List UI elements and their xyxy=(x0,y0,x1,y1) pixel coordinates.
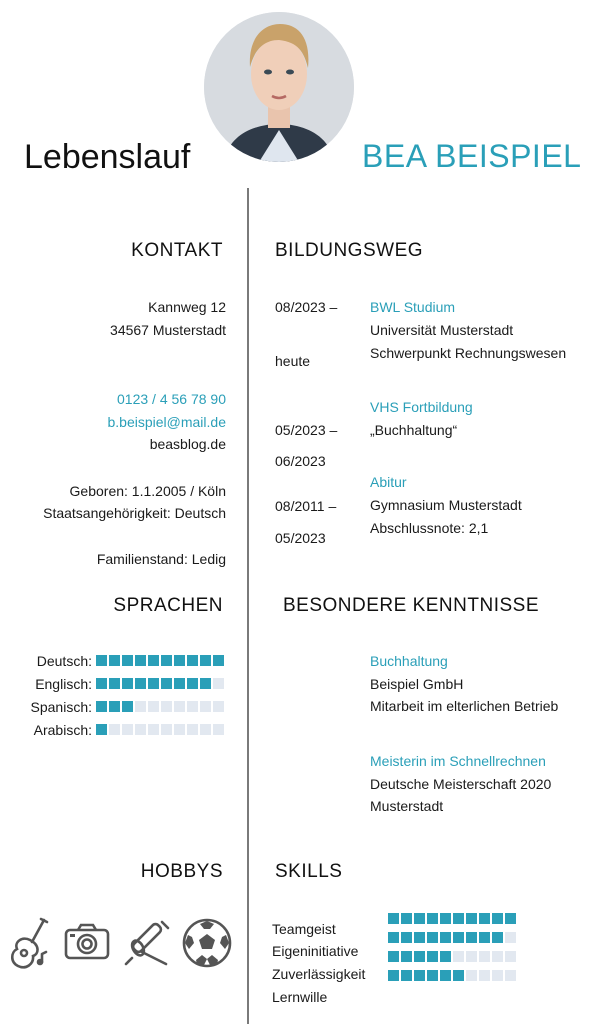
level-segment-filled xyxy=(213,655,224,666)
level-segment-empty xyxy=(466,970,477,981)
level-segment-filled xyxy=(388,932,399,943)
level-segment-filled xyxy=(388,913,399,924)
level-segment-empty xyxy=(187,724,198,735)
knowledge-title: Meisterin im Schnellrechnen xyxy=(370,753,546,769)
level-segment-filled xyxy=(109,655,120,666)
level-segment-empty xyxy=(505,932,516,943)
education-title: VHS Fortbildung xyxy=(370,399,473,415)
level-segment-empty xyxy=(187,701,198,712)
level-segment-empty xyxy=(135,701,146,712)
level-segment-empty xyxy=(174,701,185,712)
level-segment-filled xyxy=(401,932,412,943)
skill-level-bar xyxy=(388,932,516,943)
level-segment-filled xyxy=(200,655,211,666)
camera-icon xyxy=(64,922,110,967)
level-segment-filled xyxy=(96,701,107,712)
level-segment-empty xyxy=(109,724,120,735)
skill-level-bar xyxy=(388,970,516,981)
level-segment-filled xyxy=(96,678,107,689)
profile-photo xyxy=(204,12,354,162)
sprachen-heading: SPRACHEN xyxy=(113,595,223,616)
skills-heading: SKILLS xyxy=(275,861,343,882)
level-segment-empty xyxy=(161,724,172,735)
contact-street: Kannweg 12 xyxy=(148,299,226,315)
contact-born: Geboren: 1.1.2005 / Köln xyxy=(69,483,226,499)
person-name: BEA BEISPIEL xyxy=(362,138,582,174)
hobbys-heading: HOBBYS xyxy=(140,861,223,882)
level-segment-filled xyxy=(440,932,451,943)
level-segment-empty xyxy=(122,724,133,735)
level-segment-filled xyxy=(453,932,464,943)
column-divider xyxy=(247,188,249,1024)
education-line: Schwerpunkt Rechnungswesen xyxy=(370,345,567,361)
kenntnisse-heading: BESONDERE KENNTNISSE xyxy=(283,595,539,616)
education-date-to: 05/2023 xyxy=(275,530,326,546)
level-segment-filled xyxy=(440,951,451,962)
knowledge-title: Buchhaltung xyxy=(370,653,448,669)
contact-email[interactable]: b.beispiel@mail.de xyxy=(107,414,226,430)
skill-label: Lernwille xyxy=(272,989,328,1005)
level-segment-filled xyxy=(479,932,490,943)
language-level-bar xyxy=(96,724,224,735)
knowledge-line: Musterstadt xyxy=(370,798,444,814)
skill-label: Eigeninitiative xyxy=(272,943,359,959)
kontakt-heading: KONTAKT xyxy=(131,240,223,261)
level-segment-empty xyxy=(505,951,516,962)
education-line: „Buchhaltung“ xyxy=(370,422,458,438)
contact-city: 34567 Musterstadt xyxy=(110,322,226,338)
language-level-bar xyxy=(96,655,224,666)
level-segment-empty xyxy=(492,970,503,981)
level-segment-filled xyxy=(440,970,451,981)
level-segment-filled xyxy=(187,655,198,666)
level-segment-empty xyxy=(492,951,503,962)
contact-nationality: Staatsangehörigkeit: Deutsch xyxy=(43,505,226,521)
contact-marital-status: Familienstand: Ledig xyxy=(96,551,226,567)
skill-level-bar xyxy=(388,951,516,962)
level-segment-filled xyxy=(401,951,412,962)
level-segment-filled xyxy=(466,913,477,924)
education-line: Universität Musterstadt xyxy=(370,322,514,338)
level-segment-filled xyxy=(427,913,438,924)
language-label: Englisch: xyxy=(35,676,92,692)
level-segment-filled xyxy=(187,678,198,689)
level-segment-filled xyxy=(453,913,464,924)
education-date-to: 06/2023 xyxy=(275,453,326,469)
level-segment-filled xyxy=(388,970,399,981)
level-segment-filled xyxy=(96,655,107,666)
level-segment-filled xyxy=(401,913,412,924)
level-segment-filled xyxy=(135,678,146,689)
level-segment-empty xyxy=(148,724,159,735)
education-date-from: 08/2023 – xyxy=(275,299,338,315)
level-segment-filled xyxy=(109,701,120,712)
level-segment-filled xyxy=(401,970,412,981)
language-label: Spanisch: xyxy=(30,699,92,715)
level-segment-filled xyxy=(414,913,425,924)
level-segment-empty xyxy=(135,724,146,735)
level-segment-filled xyxy=(427,951,438,962)
level-segment-filled xyxy=(174,678,185,689)
level-segment-filled xyxy=(440,913,451,924)
level-segment-filled xyxy=(96,724,107,735)
level-segment-filled xyxy=(492,932,503,943)
level-segment-empty xyxy=(200,724,211,735)
level-segment-filled xyxy=(414,970,425,981)
level-segment-empty xyxy=(453,951,464,962)
level-segment-filled xyxy=(122,678,133,689)
knowledge-line: Deutsche Meisterschaft 2020 xyxy=(370,776,552,792)
level-segment-filled xyxy=(427,932,438,943)
level-segment-filled xyxy=(505,913,516,924)
level-segment-filled xyxy=(479,913,490,924)
level-segment-filled xyxy=(466,932,477,943)
level-segment-empty xyxy=(213,724,224,735)
level-segment-filled xyxy=(148,678,159,689)
skill-level-bar xyxy=(388,913,516,924)
level-segment-empty xyxy=(479,970,490,981)
level-segment-filled xyxy=(122,655,133,666)
level-segment-empty xyxy=(161,701,172,712)
level-segment-empty xyxy=(213,678,224,689)
education-date-to: heute xyxy=(275,353,311,369)
education-title: Abitur xyxy=(370,474,407,490)
level-segment-empty xyxy=(148,701,159,712)
level-segment-empty xyxy=(200,701,211,712)
level-segment-empty xyxy=(213,701,224,712)
knowledge-line: Beispiel GmbH xyxy=(370,676,464,692)
bildungsweg-heading: BILDUNGSWEG xyxy=(275,240,424,261)
level-segment-filled xyxy=(161,678,172,689)
level-segment-filled xyxy=(200,678,211,689)
level-segment-empty xyxy=(174,724,185,735)
education-date-from: 08/2011 – xyxy=(275,498,337,514)
level-segment-filled xyxy=(453,970,464,981)
education-title: BWL Studium xyxy=(370,299,456,315)
rolling-pin-icon xyxy=(122,918,172,973)
level-segment-filled xyxy=(135,655,146,666)
contact-phone: 0123 / 4 56 78 90 xyxy=(117,391,226,407)
level-segment-filled xyxy=(161,655,172,666)
skill-label: Zuverlässigkeit xyxy=(272,966,366,982)
level-segment-filled xyxy=(427,970,438,981)
level-segment-empty xyxy=(505,970,516,981)
level-segment-filled xyxy=(174,655,185,666)
level-segment-filled xyxy=(414,951,425,962)
level-segment-filled xyxy=(148,655,159,666)
education-date-from: 05/2023 – xyxy=(275,422,338,438)
knowledge-line: Mitarbeit im elterlichen Betrieb xyxy=(370,698,559,714)
level-segment-empty xyxy=(479,951,490,962)
level-segment-filled xyxy=(109,678,120,689)
level-segment-filled xyxy=(414,932,425,943)
education-line: Gymnasium Musterstadt xyxy=(370,497,522,513)
soccer-ball-icon xyxy=(182,918,232,973)
level-segment-empty xyxy=(466,951,477,962)
language-label: Deutsch: xyxy=(36,653,92,669)
level-segment-filled xyxy=(388,951,399,962)
education-line: Abschlussnote: 2,1 xyxy=(370,520,489,536)
language-label: Arabisch: xyxy=(33,722,92,738)
language-level-bar xyxy=(96,701,224,712)
guitar-icon xyxy=(8,916,50,975)
skill-label: Teamgeist xyxy=(272,921,336,937)
level-segment-filled xyxy=(492,913,503,924)
contact-website[interactable]: beasblog.de xyxy=(149,436,226,452)
language-level-bar xyxy=(96,678,224,689)
level-segment-filled xyxy=(122,701,133,712)
document-title: Lebenslauf xyxy=(24,138,191,176)
